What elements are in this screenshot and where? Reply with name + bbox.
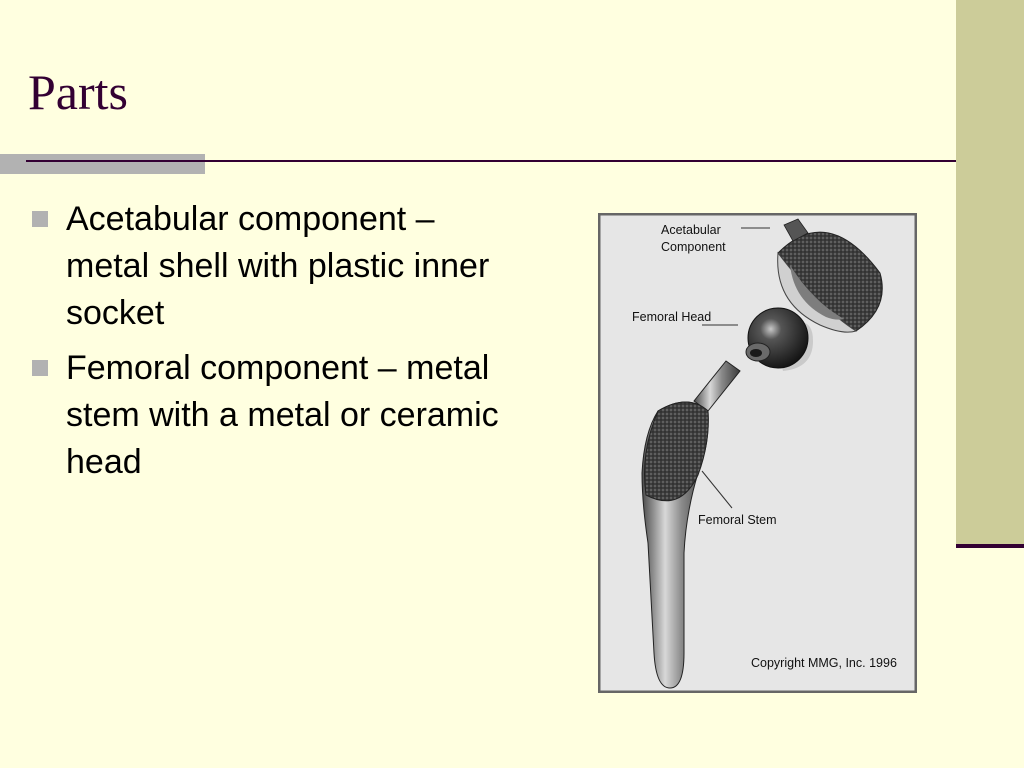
square-bullet-icon	[32, 360, 48, 376]
bullet-item-femoral	[30, 345, 500, 486]
label-component: Component	[661, 240, 726, 254]
bullet-text: Femoral component – metal stem with a metal or ceramic head	[66, 349, 499, 481]
square-bullet-icon	[32, 211, 48, 227]
copyright-text: Copyright MMG, Inc. 1996	[751, 656, 897, 670]
hip-implant-illustration	[598, 213, 917, 693]
label-femoral-stem: Femoral Stem	[698, 513, 777, 527]
decorative-side-bar	[956, 0, 1024, 548]
bullet-text: Acetabular component – metal shell with plastic inner socket	[66, 200, 490, 332]
decorative-side-line	[956, 544, 1024, 548]
title-accent-bar	[0, 154, 205, 174]
title-underline	[26, 160, 956, 162]
label-acetabular: Acetabular	[661, 223, 721, 237]
label-femoral-head: Femoral Head	[632, 310, 712, 324]
bullet-list	[30, 196, 500, 494]
slide-title: Parts	[28, 64, 128, 120]
hip-implant-figure	[598, 213, 917, 693]
bullet-item-acetabular	[30, 196, 500, 337]
